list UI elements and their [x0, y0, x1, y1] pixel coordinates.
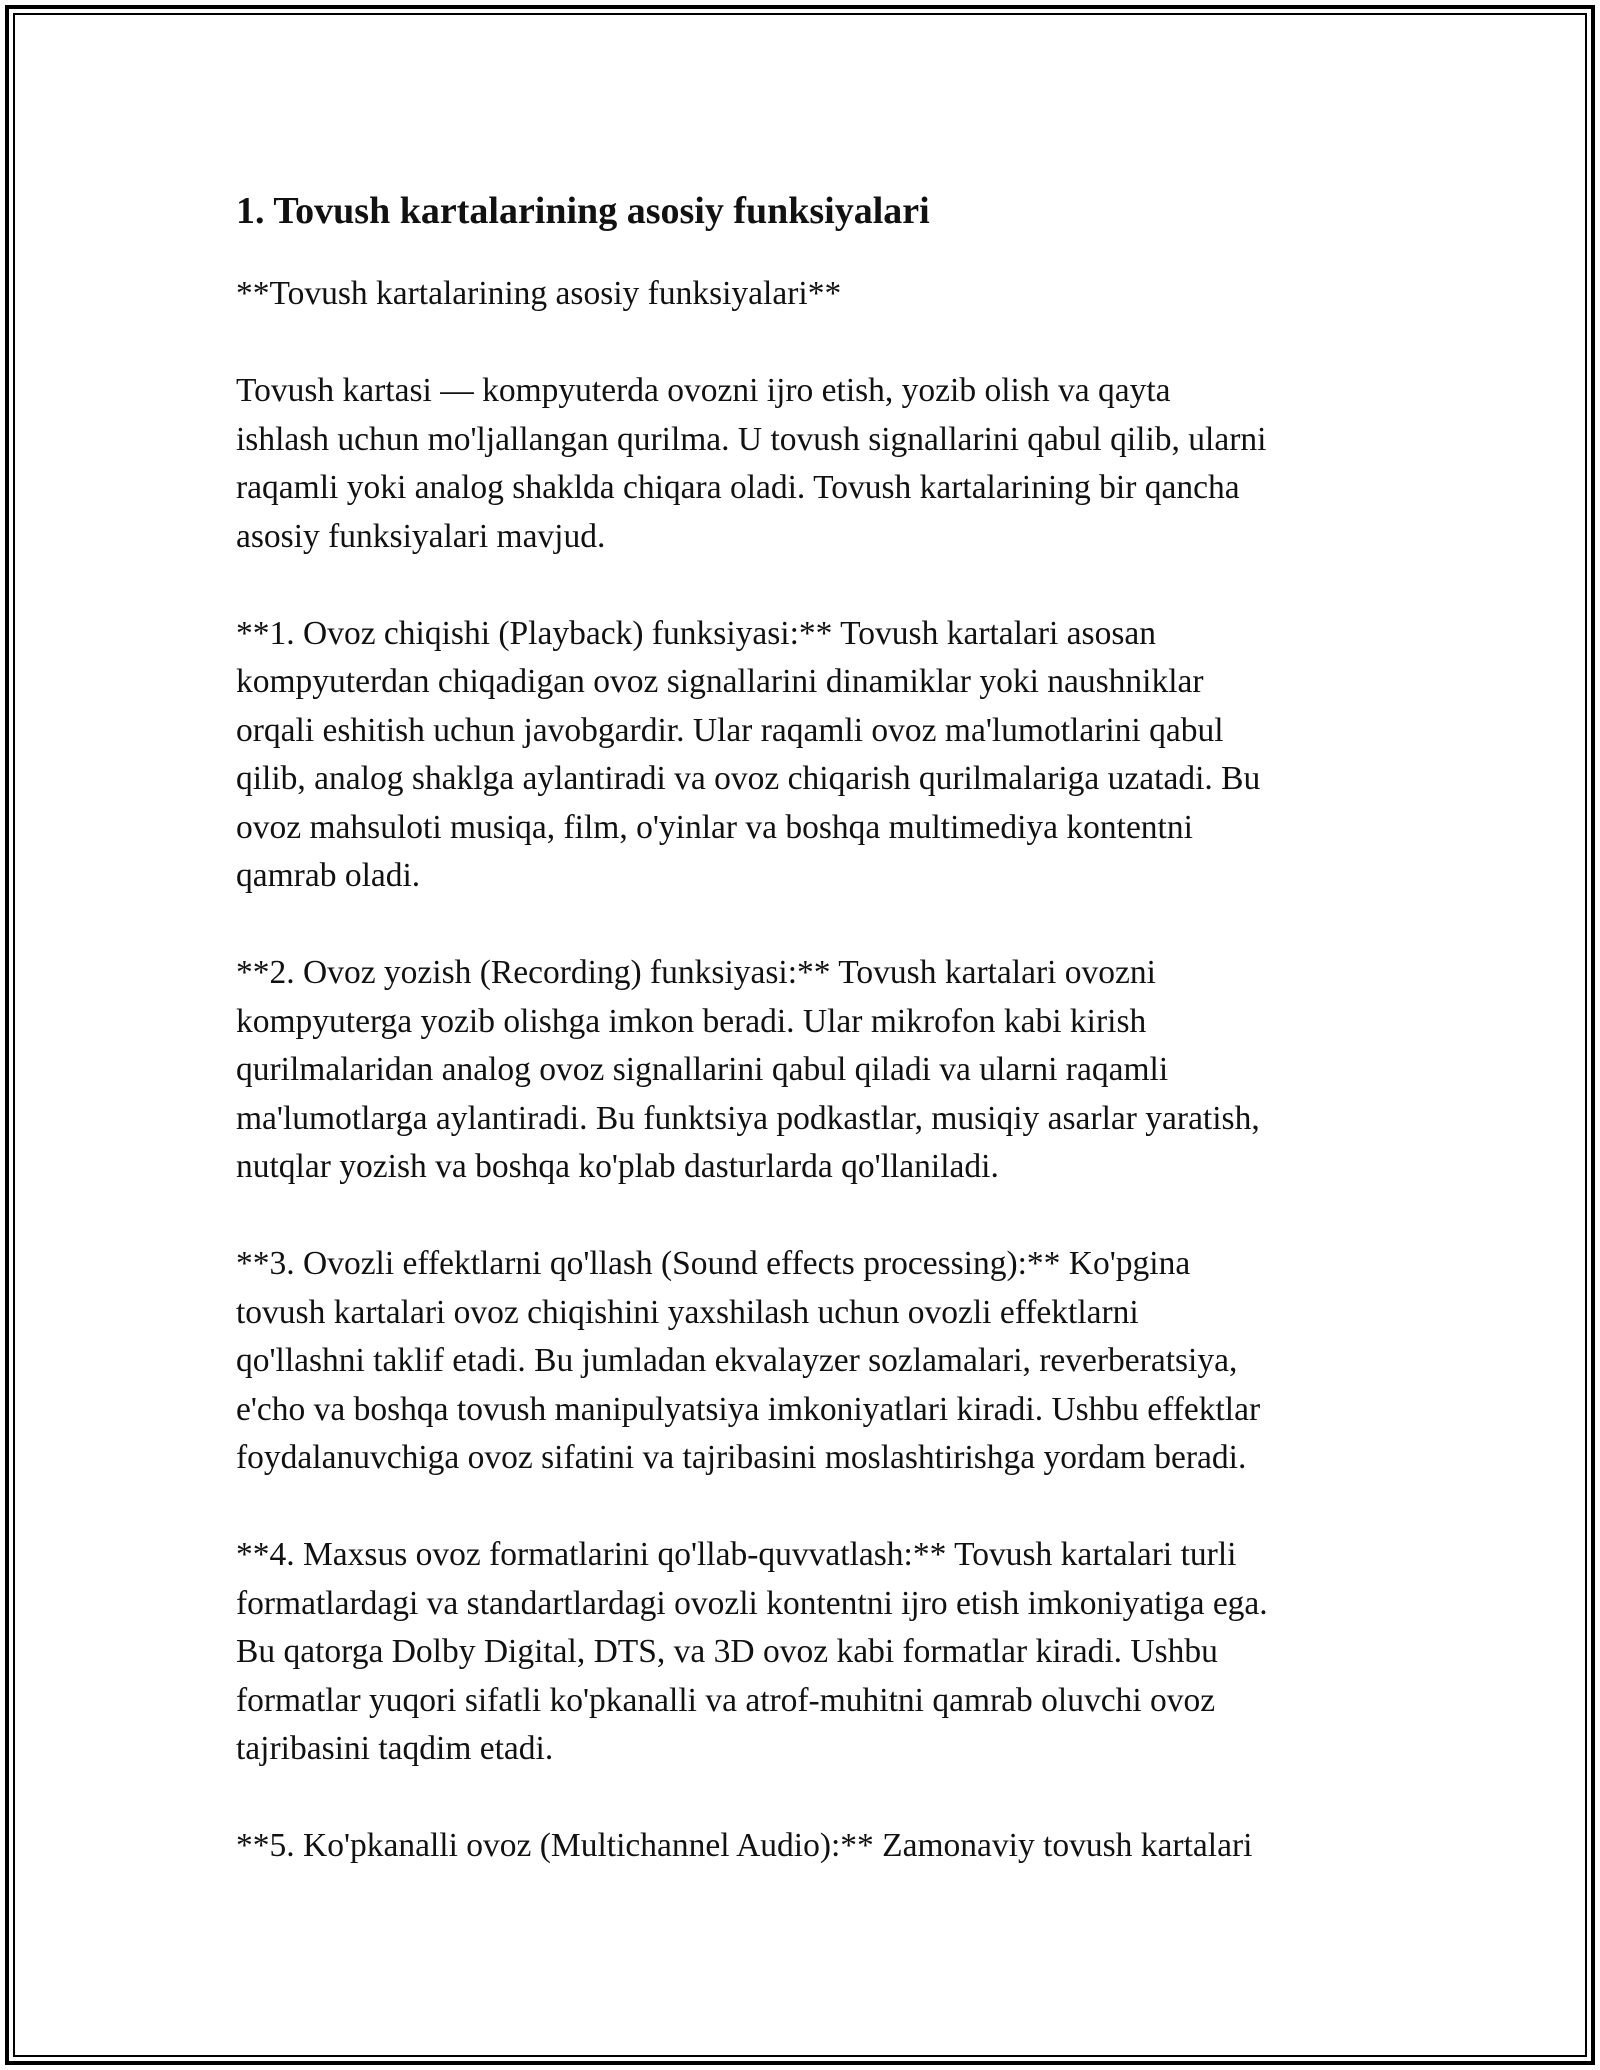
paragraph-formats — [236, 1531, 1376, 1774]
text-line: ishlash uchun mo'ljallangan qurilma. U tovush signallarini qabul qilib, ularni — [236, 420, 1267, 458]
text-line: qilib, analog shaklga aylantiradi va ovoz chiqarish qurilmalariga uzatadi. Bu — [236, 760, 1261, 797]
text-line: e'cho va boshqa tovush manipulyatsiya imkoniyatlari kiradi. Ushbu effektlar — [236, 1390, 1261, 1428]
text-line: Tovush kartasi — kompyuterda ovozni ijro etish, yozib olish va qayta — [236, 372, 1171, 409]
text-line: formatlardagi va standartlardagi ovozli kontentni ijro etish imkoniyatiga ega. — [236, 1584, 1268, 1622]
text-line: **3. Ovozli effektlarni qo'llash (Sound effects processing):** Ko'pgina — [236, 1245, 1191, 1282]
paragraph-bold-title — [236, 270, 1376, 319]
text-line: Bu qatorga Dolby Digital, DTS, va 3D ovoz kabi formatlar kiradi. Ushbu — [236, 1633, 1218, 1670]
text-line: ma'lumotlarga aylantiradi. Bu funktsiya podkastlar, musiqiy asarlar yaratish, — [236, 1099, 1260, 1137]
paragraph-multichannel — [236, 1822, 1376, 1871]
text-line: **4. Maxsus ovoz formatlarini qo'llab-quvvatlash:** Tovush kartalari turli — [236, 1536, 1237, 1573]
text-line: **1. Ovoz chiqishi (Playback) funksiyasi:** Tovush kartalari asosan — [236, 614, 1156, 652]
text-line: tovush kartalari ovoz chiqishini yaxshilash uchun ovozli effektlarni — [236, 1293, 1139, 1331]
text-line: **Tovush kartalarining asosiy funksiyalari** — [236, 275, 842, 312]
section-heading: 1. Tovush kartalarining asosiy funksiyalari — [236, 190, 930, 232]
text-line: orqali eshitish uchun javobgardir. Ular raqamli ovoz ma'lumotlarini qabul — [236, 711, 1224, 749]
text-line: foydalanuvchiga ovoz sifatini va tajribasini moslashtirishga yordam beradi. — [236, 1439, 1247, 1476]
text-line: asosiy funksiyalari mavjud. — [236, 517, 606, 555]
paragraph-intro — [236, 367, 1376, 561]
text-line: raqamli yoki analog shaklda chiqara oladi. Tovush kartalarining bir qancha — [236, 469, 1240, 506]
paragraph-sound-effects — [236, 1240, 1376, 1483]
text-line: **5. Ko'pkanalli ovoz (Multichannel Audio):** Zamonaviy tovush kartalari — [236, 1827, 1253, 1864]
text-line: qamrab oladi. — [236, 857, 421, 894]
text-line: kompyuterga yozib olishga imkon beradi. Ular mikrofon kabi kirish — [236, 1002, 1147, 1040]
text-line: ovoz mahsuloti musiqa, film, o'yinlar va boshqa multimediya kontentni — [236, 808, 1193, 846]
text-line: nutqlar yozish va boshqa ko'plab dasturlarda qo'llaniladi. — [236, 1148, 999, 1185]
text-line: formatlar yuqori sifatli ko'pkanalli va atrof-muhitni qamrab oluvchi ovoz — [236, 1681, 1216, 1719]
document-body — [236, 186, 1376, 1919]
text-line: qo'llashni taklif etadi. Bu jumladan ekvalayzer sozlamalari, reverberatsiya, — [236, 1342, 1238, 1379]
paragraph-playback — [236, 610, 1376, 901]
text-line: **2. Ovoz yozish (Recording) funksiyasi:** Tovush kartalari ovozni — [236, 954, 1156, 991]
text-line: tajribasini taqdim etadi. — [236, 1730, 554, 1767]
paragraph-recording — [236, 949, 1376, 1192]
text-line: qurilmalaridan analog ovoz signallarini qabul qiladi va ularni raqamli — [236, 1051, 1169, 1088]
text-line: kompyuterdan chiqadigan ovoz signallarini dinamiklar yoki naushniklar — [236, 663, 1204, 700]
